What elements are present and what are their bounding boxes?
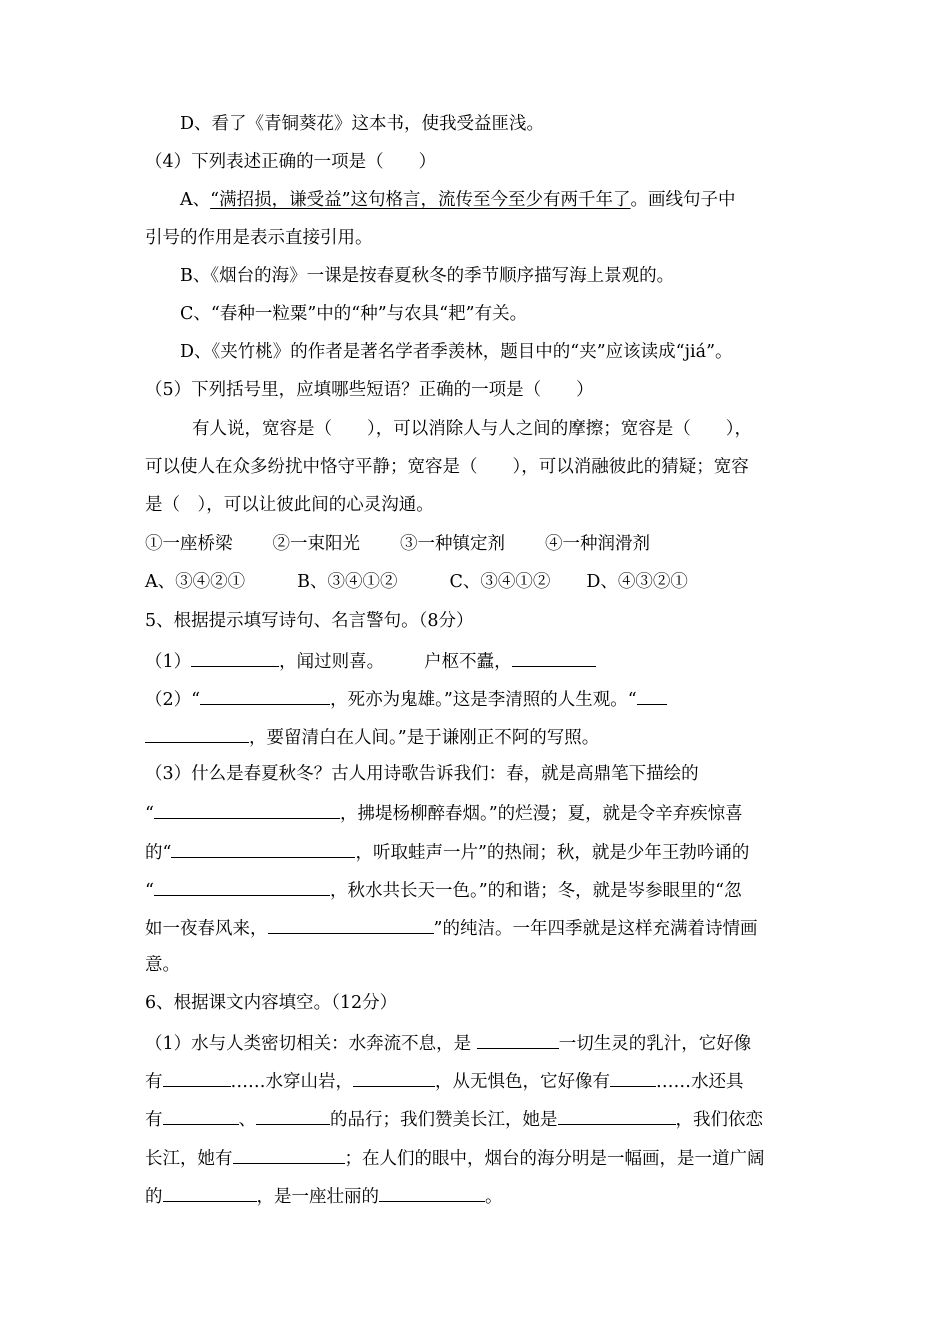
s6-l2-text3: ，从无惧色，它好像有	[435, 1072, 610, 1092]
s5-l3-text: ，要留清白在人间。”是于谦刚正不阿的写照。	[249, 728, 600, 748]
answer-blank[interactable]	[256, 1106, 330, 1125]
answer-blank[interactable]	[163, 1106, 239, 1125]
section6-line1	[145, 1030, 751, 1056]
q4-stem: （4）下列表述正确的一项是（ ）	[145, 152, 437, 172]
q5sub-choice: D、④③②①	[586, 572, 688, 592]
q5sub-choices	[145, 570, 688, 594]
s5-l7-quote: “	[145, 881, 154, 901]
section6-line3	[145, 1106, 763, 1132]
section6-title: 6、根据课文内容填空。（12分）	[145, 993, 398, 1013]
s5-l6-text: ，听取蛙声一片”的热闹；秋，就是少年王勃吟诵的	[355, 843, 750, 863]
s6-l3-text3: ，我们依恋	[675, 1110, 763, 1130]
section5-title: 5、根据提示填写诗句、名言警句。（8分）	[145, 611, 474, 631]
s5-l1-text: ，闻过则喜。	[279, 652, 385, 672]
s6-l3-text: 有	[145, 1110, 163, 1130]
q4-option-a-prefix: A、	[180, 190, 211, 210]
q5sub-items	[145, 532, 650, 556]
s6-l2-text4: ……水还具	[656, 1072, 744, 1092]
answer-blank[interactable]	[163, 1068, 231, 1087]
section6-line2	[145, 1068, 744, 1094]
q5sub-para-line1: 有人说，宽容是（ ），可以消除人与人之间的摩擦；宽容是（ ），	[192, 419, 752, 439]
s6-l3-sep: 、	[238, 1110, 256, 1130]
s5-l2-text: ，死亦为鬼雄。”这是李清照的人生观。“	[330, 690, 637, 710]
answer-blank[interactable]	[163, 1183, 257, 1202]
s5-l8-text2: ”的纯洁。一年四季就是这样充满着诗情画	[433, 919, 758, 939]
s6-l5-text2: ，是一座壮丽的	[256, 1187, 379, 1207]
s6-l4-text: 长江，她有	[145, 1149, 233, 1169]
answer-blank[interactable]	[200, 686, 330, 705]
section5-line5	[145, 800, 743, 826]
section5-line8	[145, 915, 757, 941]
q5sub-item: ④一种润滑剂	[545, 534, 650, 554]
q4-option-a-line2: 引号的作用是表示直接引用。	[145, 228, 373, 248]
s6-l1-text2: 一切生灵的乳汁，它好像	[558, 1034, 752, 1054]
q5sub-item: ②一束阳光	[272, 534, 360, 554]
q5sub-para-line3: 是（ ），可以让彼此间的心灵沟通。	[145, 495, 434, 515]
section5-line9: 意。	[145, 955, 180, 975]
section5-line7	[145, 877, 742, 903]
q4-option-a-underlined: “满招损，谦受益”这句格言，流传至今至少有两千年了	[210, 190, 631, 210]
s5-l5-text: ，拂堤杨柳醉春烟。”的烂漫；夏，就是令辛弃疾惊喜	[339, 804, 743, 824]
answer-blank[interactable]	[610, 1068, 656, 1087]
section5-line6	[145, 839, 749, 865]
answer-blank[interactable]	[154, 877, 330, 896]
s6-l1-text: （1）水与人类密切相关：水奔流不息，是	[145, 1034, 477, 1054]
s6-l4-text2: ；在人们的眼中，烟台的海分明是一幅画，是一道广阔	[344, 1149, 765, 1169]
s5-l7-text: ，秋水共长天一色。”的和谐；冬，就是岑参眼里的“忽	[329, 881, 742, 901]
s6-l2-text: 有	[145, 1072, 163, 1092]
s5-l1-label: （1）	[145, 652, 192, 672]
s6-l5-text: 的	[145, 1187, 163, 1207]
q5sub-item: ①一座桥梁	[145, 534, 233, 554]
answer-blank[interactable]	[512, 648, 596, 667]
section5-line4: （3）什么是春夏秋冬？古人用诗歌告诉我们：春，就是高鼎笔下描绘的	[145, 764, 699, 784]
answer-blank[interactable]	[637, 686, 667, 705]
q5sub-choice: C、③④①②	[449, 572, 551, 592]
q4-option-a-suffix: 。画线句子中	[630, 190, 736, 210]
answer-blank[interactable]	[558, 1106, 676, 1125]
q5sub-choice: A、③④②①	[145, 572, 246, 592]
q5sub-stem: （5）下列括号里，应填哪些短语？正确的一项是（ ）	[145, 380, 594, 400]
q5sub-para-line2: 可以使人在众多纷扰中恪守平静；宽容是（ ），可以消融彼此的猜疑；宽容	[145, 457, 749, 477]
answer-blank[interactable]	[171, 839, 355, 858]
section6-line4	[145, 1145, 765, 1171]
s5-l2-label: （2）“	[145, 690, 201, 710]
s6-l5-end: 。	[485, 1187, 503, 1207]
answer-blank[interactable]	[154, 800, 340, 819]
answer-blank[interactable]	[268, 915, 434, 934]
q4-option-b: B、《烟台的海》一课是按春夏秋冬的季节顺序描写海上景观的。	[180, 266, 675, 286]
q3-option-d: D、看了《青铜葵花》这本书，使我受益匪浅。	[180, 114, 545, 134]
s5-l8-text: 如一夜春风来，	[145, 919, 268, 939]
q4-option-d: D、《夹竹桃》的作者是著名学者季羡林，题目中的“夹”应该读成“jiá”。	[180, 342, 733, 362]
q4-option-a	[180, 188, 736, 212]
s6-l3-text2: 的品行；我们赞美长江，她是	[330, 1110, 558, 1130]
section5-line3	[145, 724, 599, 750]
section5-line1	[145, 648, 596, 674]
answer-blank[interactable]	[233, 1145, 345, 1164]
q5sub-item: ③一种镇定剂	[400, 534, 505, 554]
section5-line2	[145, 686, 667, 712]
answer-blank[interactable]	[191, 648, 279, 667]
s5-l5-quote: “	[145, 804, 154, 824]
section6-line5	[145, 1183, 503, 1209]
answer-blank[interactable]	[477, 1030, 559, 1049]
s5-l6-label: 的“	[145, 843, 172, 863]
q5sub-choice: B、③④①②	[297, 572, 398, 592]
answer-blank[interactable]	[145, 724, 249, 743]
q4-option-c: C、“春种一粒粟”中的“种”与农具“耙”有关。	[180, 304, 528, 324]
s5-l1-text2: 户枢不蠹，	[424, 652, 512, 672]
answer-blank[interactable]	[353, 1068, 435, 1087]
s6-l2-text2: ……水穿山岩，	[230, 1072, 353, 1092]
answer-blank[interactable]	[379, 1183, 485, 1202]
